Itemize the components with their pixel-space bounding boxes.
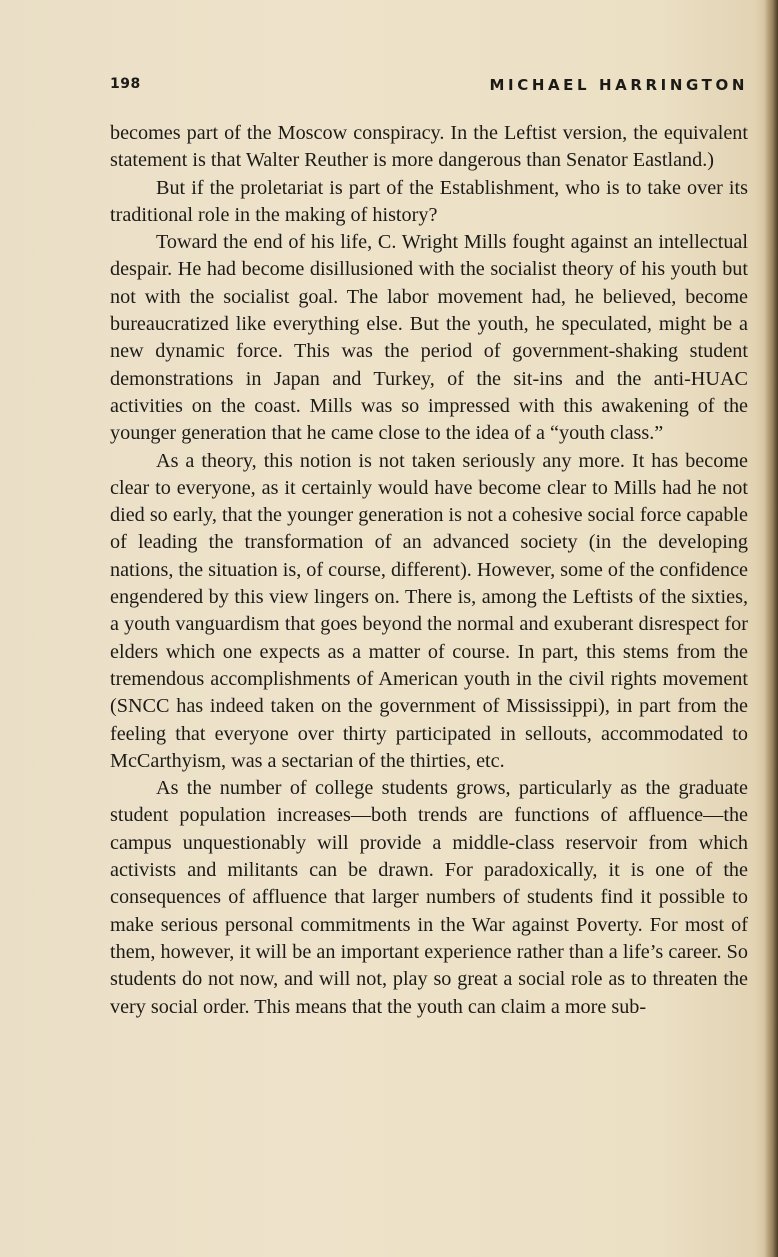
paragraph-1: becomes part of the Moscow conspiracy. In the Leftist version, the equivalent statement is that Walter Reuther is more dangerous than Senator Eastland.) <box>110 122 748 172</box>
running-head: MICHAEL HARRINGTON <box>489 76 748 94</box>
paragraph-5: As the number of college students grows, particularly as the graduate student population increases—both trends are functions of affluence—the campus unquestionably will provide a middle-class reservoir from which activists and militants can be drawn. For paradoxically, it is one of the consequences of affluence that larger numbers of students find it possible to make serious personal commitments in the War against Poverty. For most of them, however, it will be an important experience rather than a life’s career. So students do not now, and will not, play so great a social role as to threaten the very social order. This means that the youth can claim a more sub- <box>110 777 748 1018</box>
page-number: 198 <box>110 76 141 92</box>
paragraph-2: But if the proletariat is part of the Establishment, who is to take over its traditional role in the making of history? <box>110 176 748 226</box>
page-header <box>110 76 748 98</box>
body-text <box>110 120 748 1021</box>
paragraph-3: Toward the end of his life, C. Wright Mills fought against an intellectual despair. He had become disillusioned with the socialist theory of his youth but not with the socialist goal. The labor movement had, he believed, become bureaucratized like everything else. But the youth, he speculated, might be a new dynamic force. This was the period of government-shaking student demonstrations in Japan and Turkey, of the sit-ins and the anti-HUAC activities on the coast. Mills was so impressed with this awakening of the younger generation that he came close to the idea of a “youth class.” <box>110 231 748 445</box>
paragraph-4: As a theory, this notion is not taken seriously any more. It has become clear to everyone, as it certainly would have become clear to Mills had he not died so early, that the younger generation is not a cohesive social force capable of leading the transformation of an advanced society (in the developing nations, the situation is, of course, different). However, some of the confidence engendered by this view lingers on. There is, among the Leftists of the sixties, a youth vanguardism that goes beyond the normal and exuberant disrespect for elders which one expects as a matter of course. In part, this stems from the tremendous accomplishments of American youth in the civil rights movement (SNCC has indeed taken on the government of Mississippi), in part from the feeling that everyone over thirty participated in sellouts, accommodated to McCarthyism, was a sectarian of the thirties, etc. <box>110 449 748 772</box>
page-edge-shadow <box>764 0 778 1257</box>
